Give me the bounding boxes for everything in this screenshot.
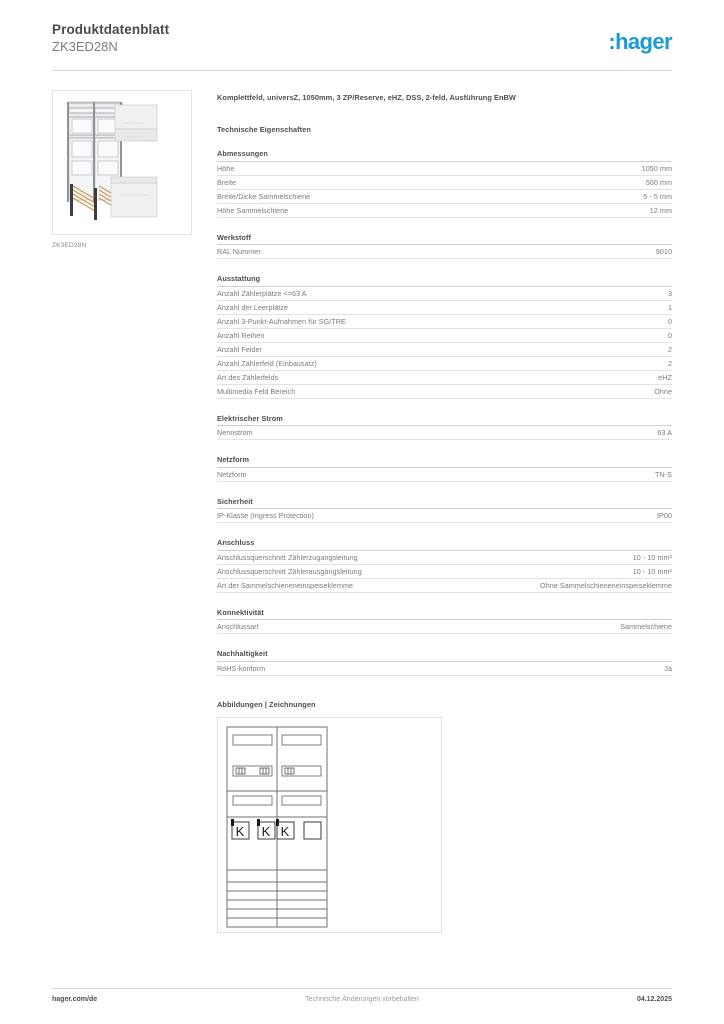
spec-section [217, 149, 672, 218]
spec-value: 12 mm [649, 205, 672, 215]
spec-section [217, 233, 672, 260]
spec-label: Anschlussquerschnitt Zählerausgangsleitung [217, 566, 362, 576]
page-footer [52, 996, 672, 1010]
spec-row [217, 426, 672, 440]
spec-label: Anzahl Zählerplätze <=63 A [217, 288, 307, 298]
spec-section [217, 649, 672, 676]
product-photo-graphic [53, 91, 189, 232]
spec-row [217, 620, 672, 634]
spec-section [217, 414, 672, 441]
product-photo [52, 90, 192, 235]
spec-row [217, 245, 672, 259]
product-description: Komplettfeld, universZ, 1050mm, 3 ZP/Reserve, eHZ, DSS, 2-feld, Ausführung EnBW [217, 93, 516, 102]
spec-value: 63 A [657, 428, 672, 437]
spec-row [217, 190, 672, 204]
spec-label: RAL Nummer [217, 247, 261, 256]
spec-sections [217, 149, 672, 676]
spec-value: 0 [667, 330, 672, 340]
spec-row [217, 371, 672, 385]
spec-value: 1 [667, 302, 672, 312]
spec-label: Art des Zählerfelds [217, 372, 279, 382]
drawings-heading: Abbildungen | Zeichnungen [217, 699, 316, 709]
spec-row [217, 343, 672, 357]
spec-row [217, 162, 672, 176]
spec-section [217, 274, 672, 399]
spec-section [217, 608, 672, 635]
spec-row [217, 329, 672, 343]
product-reference: ZK3ED28N [52, 39, 118, 54]
spec-section-title: Konnektivität [217, 608, 672, 621]
page-header [52, 22, 672, 68]
spec-row [217, 468, 672, 482]
spec-section-title: Ausstattung [217, 274, 672, 287]
footer-disclaimer: Technische Änderungen vorbehalten [305, 996, 419, 1003]
spec-value: 9010 [655, 247, 672, 256]
spec-row [217, 357, 672, 371]
spec-label: Netzform [217, 469, 247, 479]
spec-label: RoHS-konform [217, 663, 266, 673]
spec-section-title: Anschluss [217, 538, 672, 551]
technical-drawing-graphic [218, 718, 439, 930]
meter-mark: K [235, 823, 245, 839]
spec-row [217, 204, 672, 218]
spec-label: Multimedia Feld Bereich [217, 386, 296, 396]
spec-section-title: Nachhaltigkeit [217, 649, 672, 662]
spec-value: 1050 mm [641, 163, 672, 173]
spec-row [217, 287, 672, 301]
spec-row [217, 579, 672, 593]
spec-value: 5 - 5 mm [643, 191, 672, 201]
spec-row [217, 301, 672, 315]
hager-logo: :hager [608, 29, 672, 54]
spec-value: 2 [667, 344, 672, 354]
spec-value: Ja [664, 663, 672, 673]
spec-label: Breite [217, 177, 237, 187]
spec-section-title: Abmessungen [217, 149, 672, 162]
spec-value: Ohne Sammelschieneneinspeiseklemme [540, 580, 672, 590]
spec-value: 2 [667, 358, 672, 368]
spec-row [217, 662, 672, 676]
spec-label: IP-Klasse (Ingress Protection) [217, 511, 314, 520]
footer-divider [52, 988, 672, 989]
spec-value: 0 [667, 316, 672, 326]
spec-section-title: Werkstoff [217, 233, 672, 246]
spec-label: Anschlussart [217, 622, 259, 631]
spec-section-title: Netzform [217, 455, 672, 468]
page-title: Produktdatenblatt [52, 22, 170, 37]
spec-section [217, 455, 672, 482]
spec-row [217, 315, 672, 329]
meter-mark: K [280, 823, 290, 839]
spec-row [217, 176, 672, 190]
spec-label: Anzahl Felder [217, 344, 262, 354]
spec-value: eHZ [658, 372, 672, 382]
spec-section [217, 497, 672, 524]
main-content [217, 93, 672, 933]
spec-label: Anzahl der Leerplätze [217, 302, 288, 312]
spec-label: Anschlussquerschnitt Zählerzugangsleitung [217, 552, 358, 562]
spec-row [217, 551, 672, 565]
technical-properties-heading: Technische Eigenschaften [217, 125, 311, 134]
spec-row [217, 385, 672, 399]
header-divider [52, 70, 672, 71]
spec-label: Anzahl 3-Punkt-Aufnahmen für SG/TRE [217, 316, 346, 326]
meter-mark: K [261, 823, 271, 839]
spec-label: Höhe Sammelschiene [217, 205, 289, 215]
footer-website[interactable]: hager.com/de [52, 996, 98, 1003]
technical-drawing [217, 717, 442, 933]
spec-label: Höhe [217, 163, 235, 173]
spec-row [217, 509, 672, 523]
spec-label: Art der Sammelschieneneinspeiseklemme [217, 580, 354, 590]
spec-label: Nennstrom [217, 428, 253, 437]
spec-label: Breite/Dicke Sammelschiene [217, 191, 311, 201]
spec-row [217, 565, 672, 579]
spec-value: Ohne [654, 386, 672, 396]
footer-date: 04.12.2025 [636, 996, 672, 1003]
spec-value: TN-S [655, 469, 672, 479]
spec-section-title: Sicherheit [217, 497, 672, 510]
spec-label: Anzahl Reihen [217, 330, 265, 340]
spec-value: Sammelschiene [620, 622, 672, 631]
spec-label: Anzahl Zählerfeld (Einbausatz) [217, 358, 317, 368]
spec-value: 10 - 10 mm² [632, 552, 672, 562]
spec-value: 500 mm [645, 177, 672, 187]
spec-value: IP00 [657, 511, 672, 520]
spec-section [217, 538, 672, 593]
spec-section-title: Elektrischer Strom [217, 414, 672, 427]
product-photo-caption: ZK3ED28N [52, 242, 87, 249]
spec-value: 10 - 10 mm² [632, 566, 672, 576]
spec-value: 3 [667, 288, 672, 298]
